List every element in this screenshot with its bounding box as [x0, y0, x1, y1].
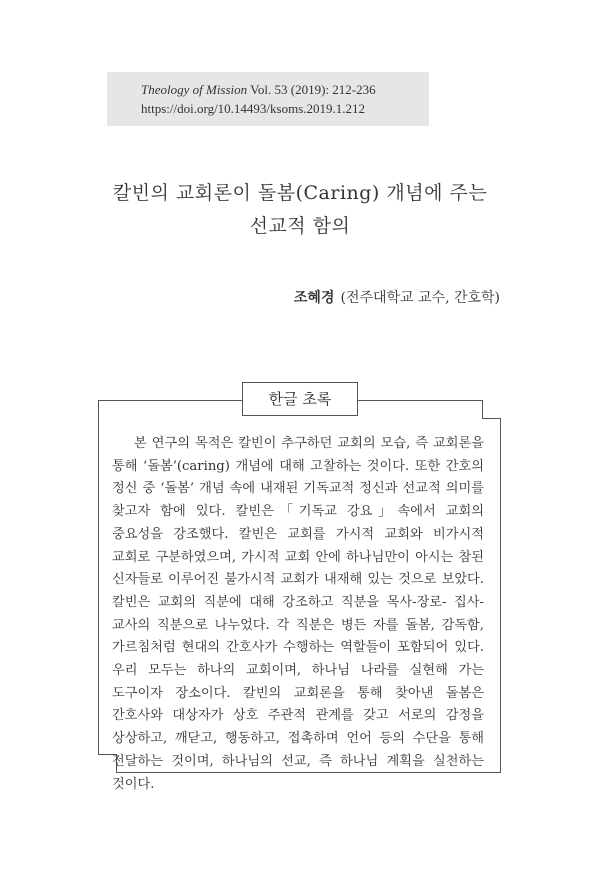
corner-fold-top-right	[482, 400, 501, 419]
abstract-text: 본 연구의 목적은 칼빈이 추구하던 교회의 모습, 즉 교회론을 통해 ‘돌봄’(caring) 개념에 대해 고찰하는 것이다. 또한 간호의 정신 중 ‘돌봄’ 개념 속에 내재된 기독교적 정신과 선교적 의미를 찾고자 함에 있다. 칼빈은「기독교 강요」속에서 교회의 중요성을 강조했다. 칼빈은 교회를 가시적 교회와 비가시적 교회로 구분하였으며, 가시적 교회 안에 하나님만이 아시는 참된 신자들로 이루어진 불가시적 교회가 내재해 있는 것으로 보았다. 칼빈은 교회의 직분에 대해 강조하고 직분을 목사-장로- 집사- 교사의 직분으로 나누었다. 각 직분은 병든 자를 돌봄, 감독함, 가르침처럼 현대의 간호사가 수행하는 역할들이 포함되어 있다. 우리 모두는 하나의 교회이며, 하나님 나라를 실현해 가는 도구이자 장소이다. 칼빈의 교회론을 통해 찾아낸 돌봄은 간호사와 대상자가 상호 주관적 관계를 갖고 서로의 감정을 상상하고, 깨닫고, 행동하고, 접촉하며 언어 등의 수단을 통해 전달하는 것이며, 하나님의 선교, 즉 하나님 계획을 실천하는 것이다.	[112, 436, 484, 792]
author-name: 조혜경	[293, 290, 335, 306]
author-affiliation: (전주대학교 교수, 간호학)	[340, 290, 500, 306]
abstract-label: 한글 초록	[242, 382, 358, 416]
author-line	[294, 287, 500, 307]
title-line-2: 선교적 함의	[249, 215, 351, 237]
journal-name: Theology of Mission	[141, 82, 248, 97]
volume-info: Vol. 53 (2019): 212-236	[247, 82, 376, 97]
journal-citation	[141, 80, 429, 99]
paper-title	[0, 177, 600, 243]
journal-header	[107, 72, 429, 126]
title-line-1: 칼빈의 교회론이 돌봄(Caring) 개념에 주는	[112, 182, 488, 204]
doi-link[interactable]: https://doi.org/10.14493/ksoms.2019.1.212	[141, 101, 366, 116]
